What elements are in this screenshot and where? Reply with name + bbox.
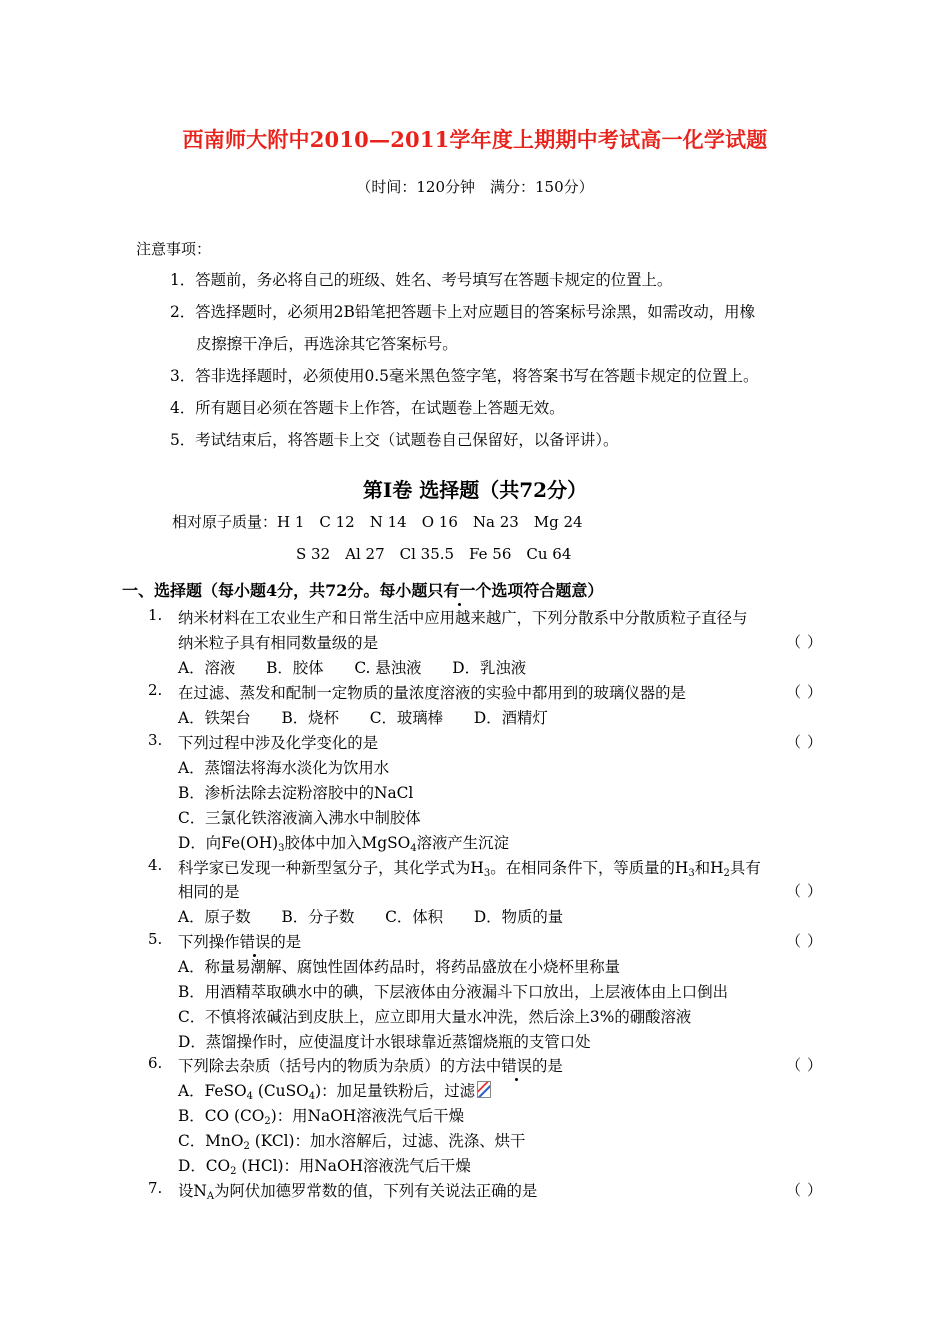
question-7-text: 设$N_A$为阿伏加德罗常数的值，下列有关说法正确的是	[178, 1182, 538, 1202]
answer-paren-5: （）	[786, 932, 829, 950]
question-2-options: A．铁架台 B．烧杯 C．玻璃棒 D．酒精灯	[178, 709, 548, 727]
question-3-option-d: D．向$Fe(OH)_3$胶体中加入MgSO$_4$溶液产生沉淀	[178, 834, 509, 854]
answer-paren-4: （）	[786, 882, 829, 900]
question-1-options: A．溶液 B．胶体 C. 悬浊液 D．乳浊液	[178, 659, 527, 677]
question-3-option-b: B．渗析法除去淀粉溶胶中的NaCl	[178, 784, 414, 802]
part-heading: 一、选择题（每小题4分，共72分。每小题只有一个选项符合题意）	[122, 578, 603, 601]
atomic-mass-line-1: 相对原子质量：H 1 C 12 N 14 O 16 Na 23 Mg 24	[172, 513, 583, 531]
question-5-option-c: C．不慎将浓碱沾到皮肤上，应立即用大量水冲洗，然后涂上3%的硼酸溶液	[178, 1008, 692, 1026]
question-3-option-c: C．三氯化铁溶液滴入沸水中制胶体	[178, 809, 421, 827]
question-1-text: 纳米材料在工农业生产和日常生活中应用越来越广，下列分散系中分散质粒子直径与	[178, 609, 748, 627]
answer-paren-6: （）	[786, 1056, 829, 1074]
exam-title: 西南师大附中2010—2011学年度上期期中考试高一化学试题	[182, 127, 768, 152]
question-2-number: 2.	[148, 681, 163, 699]
answer-paren-7: （）	[786, 1181, 829, 1199]
note-1: 1．答题前，务必将自己的班级、姓名、考号填写在答题卡规定的位置上。	[170, 271, 673, 289]
answer-paren-1: （）	[786, 633, 829, 651]
question-3-option-a: A．蒸馏法将海水淡化为饮用水	[178, 759, 390, 777]
broken-image-icon	[477, 1081, 491, 1098]
question-7-number: 7.	[148, 1179, 163, 1197]
question-4-text: 科学家已发现一种新型氢分子，其化学式为$H_3$。在相同条件下，等质量的$H_3$和$H_2$具有	[178, 859, 761, 879]
question-4-options: A．原子数 B．分子数 C．体积 D．物质的量	[178, 908, 564, 926]
question-5-option-b: B．用酒精萃取碘水中的碘，下层液体由分液漏斗下口放出，上层液体由上口倒出	[178, 983, 728, 1001]
atomic-mass-line-2: S 32 Al 27 Cl 35.5 Fe 56 Cu 64	[296, 545, 572, 563]
question-5-number: 5.	[148, 930, 163, 948]
question-2-text: 在过滤、蒸发和配制一定物质的量浓度溶液的实验中都用到的玻璃仪器的是	[178, 684, 686, 702]
question-4-text-cont: 相同的是	[178, 883, 240, 901]
question-1-number: 1.	[148, 606, 163, 624]
note-4: 4．所有题目必须在答题卡上作答，在试题卷上答题无效。	[170, 399, 565, 417]
question-3-text: 下列过程中涉及化学变化的是	[178, 734, 379, 752]
question-5-option-a: A．称量易潮解、腐蚀性固体药品时，将药品盛放在小烧杯里称量	[178, 958, 621, 976]
question-6-option-c: C．MnO$_2$ (KCl)：加水溶解后，过滤、洗涤、烘干	[178, 1132, 526, 1152]
answer-paren-3: （）	[786, 733, 829, 751]
question-6-text: 下列除去杂质（括号内的物质为杂质）的方法中错误的是	[178, 1054, 563, 1076]
note-2-cont: 皮擦擦干净后，再选涂其它答案标号。	[196, 335, 458, 353]
exam-subtitle: （时间：120分钟 满分：150分）	[356, 178, 594, 196]
answer-paren-2: （）	[786, 683, 829, 701]
question-1-text-cont: 纳米粒子具有相同数量级的是	[178, 634, 379, 652]
note-2: 2．答选择题时，必须用2B铅笔把答题卡上对应题目的答案标号涂黑，如需改动，用橡	[170, 303, 755, 321]
question-6-option-d: D．$CO_2$ (HCl)：用NaOH溶液洗气后干燥	[178, 1157, 471, 1177]
question-6-option-b: B．CO $(CO_2)$：用NaOH溶液洗气后干燥	[178, 1107, 464, 1127]
note-5: 5．考试结束后，将答题卡上交（试题卷自己保留好，以备评讲）。	[170, 431, 619, 449]
notes-heading: 注意事项：	[136, 240, 212, 258]
question-6-option-a: A．FeSO$_4$ (CuSO$_4$)：加足量铁粉后，过滤	[178, 1079, 491, 1101]
question-5-text: 下列操作错误的是	[178, 930, 301, 952]
note-3: 3．答非选择题时，必须使用0.5毫米黑色签字笔，将答案书写在答题卡规定的位置上。	[170, 367, 759, 385]
question-4-number: 4.	[148, 856, 163, 874]
question-6-number: 6.	[148, 1054, 163, 1072]
question-5-option-d: D．蒸馏操作时，应使温度计水银球靠近蒸馏烧瓶的支管口处	[178, 1033, 591, 1051]
section-title: 第Ⅰ卷 选择题（共72分）	[362, 478, 588, 502]
question-3-number: 3.	[148, 731, 163, 749]
